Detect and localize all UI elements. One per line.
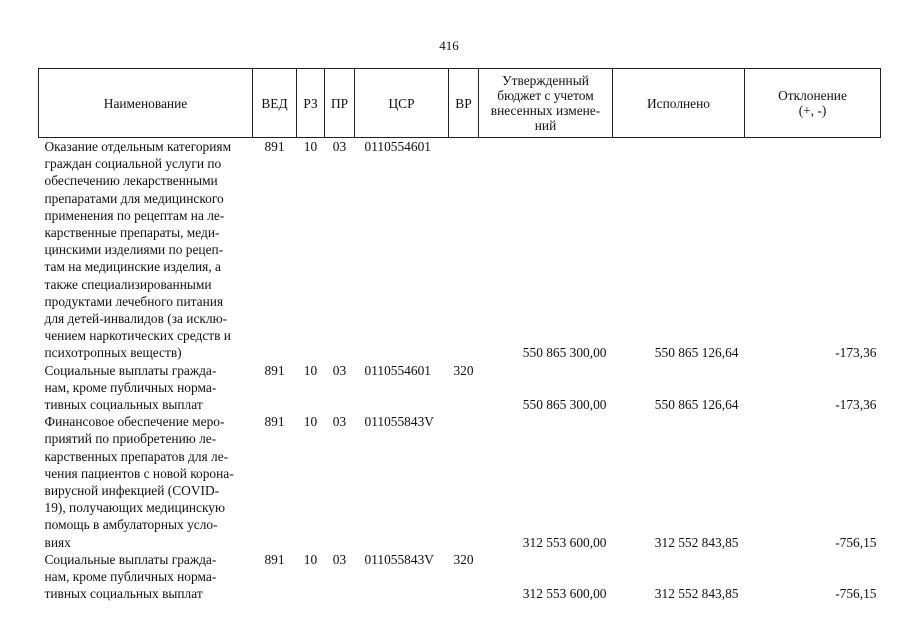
name-line: продуктами лечебного питания — [44, 293, 224, 309]
name-line: карственные препараты, меди- — [44, 225, 220, 241]
row-ved: 891 — [264, 362, 285, 378]
row-name — [39, 551, 253, 603]
approved-line: ний — [534, 118, 557, 133]
name-line: виях — [44, 534, 71, 550]
row-name — [39, 413, 253, 551]
approved-line: Утвержденный — [502, 73, 589, 88]
col-header-csr: ЦСР — [355, 69, 449, 138]
name-line: тивных социальных выплат — [44, 397, 203, 413]
row-rz: 10 — [303, 362, 318, 378]
name-line: нам, кроме публичных норма- — [44, 569, 217, 585]
name-line: цинскими изделиями по рецеп- — [44, 242, 224, 258]
name-line: граждан социальной услуги по — [44, 156, 222, 172]
col-header-rz: РЗ — [297, 69, 325, 138]
row-deviation: -173,36 — [835, 397, 877, 413]
col-header-ved: ВЕД — [253, 69, 297, 138]
name-line: тивных социальных выплат — [44, 586, 203, 602]
deviation-line: Отклонение — [778, 88, 847, 103]
name-line: обеспечению лекарственными — [44, 173, 218, 189]
deviation-line: (+, -) — [798, 103, 827, 118]
name-line: там на медицинские изделия, а — [44, 259, 221, 275]
name-line: Социальные выплаты гражда- — [44, 551, 217, 567]
row-rz: 10 — [303, 139, 318, 154]
table-row — [39, 138, 881, 362]
row-ved: 891 — [264, 414, 285, 430]
row-deviation: -756,15 — [835, 586, 877, 602]
name-line: карственных препаратов для ле- — [44, 448, 229, 464]
name-line: нам, кроме публичных норма- — [44, 379, 217, 395]
row-pr: 03 — [332, 414, 347, 430]
name-line: приятий по приобретению ле- — [44, 431, 217, 447]
approved-line: бюджет с учетом — [497, 88, 594, 103]
row-executed: 312 552 843,85 — [654, 586, 739, 602]
row-pr: 03 — [332, 551, 347, 567]
col-header-vr: ВР — [449, 69, 479, 138]
name-line: чения пациентов с новой корона- — [44, 465, 234, 481]
row-csr: 0110554601 — [364, 362, 431, 378]
name-line: вирусной инфекцией (COVID- — [44, 483, 220, 499]
name-line: применения по рецептам на ле- — [44, 207, 225, 223]
row-name — [39, 362, 253, 414]
row-approved: 550 865 300,00 — [522, 345, 607, 361]
row-executed: 550 865 126,64 — [654, 345, 739, 361]
name-line: психотропных веществ) — [44, 345, 182, 361]
table-header-row — [39, 69, 881, 138]
name-line: Социальные выплаты гражда- — [44, 362, 217, 378]
col-header-approved — [479, 69, 613, 138]
name-line: чением наркотических средств и — [44, 328, 231, 344]
row-vr: 320 — [453, 362, 474, 378]
row-vr: 320 — [453, 551, 474, 567]
row-ved: 891 — [264, 551, 285, 567]
col-header-pr: ПР — [325, 69, 355, 138]
row-pr: 03 — [332, 362, 347, 378]
name-line: 19), получающих медицинскую — [44, 500, 225, 516]
row-vr — [449, 413, 479, 551]
name-line: также специализированными — [44, 276, 212, 292]
name-line: для детей-инвалидов (за исклю- — [44, 311, 228, 327]
row-pr: 03 — [332, 139, 347, 154]
row-approved: 312 553 600,00 — [522, 586, 607, 602]
name-line: помощь в амбулаторных усло- — [44, 517, 218, 533]
name-line: Оказание отдельным категориям — [44, 139, 232, 154]
row-executed: 550 865 126,64 — [654, 397, 739, 413]
row-executed: 312 552 843,85 — [654, 534, 739, 550]
name-line: препаратами для медицинского — [44, 190, 224, 206]
table-row — [39, 362, 881, 414]
table-row — [39, 551, 881, 603]
row-name — [39, 138, 253, 362]
row-csr: 0110554601 — [364, 139, 431, 154]
col-header-executed: Исполнено — [613, 69, 745, 138]
row-csr: 011055843V — [364, 551, 434, 567]
row-vr — [449, 138, 479, 362]
page-number: 416 — [439, 38, 459, 53]
approved-line: внесенных измене- — [490, 103, 601, 118]
row-ved: 891 — [264, 139, 285, 154]
row-csr: 011055843V — [364, 414, 434, 430]
table-row — [39, 413, 881, 551]
name-line: Финансовое обеспечение меро- — [44, 414, 225, 430]
budget-table — [38, 68, 881, 602]
row-approved: 312 553 600,00 — [522, 534, 607, 550]
col-header-name: Наименование — [39, 69, 253, 138]
col-header-deviation — [745, 69, 881, 138]
row-rz: 10 — [303, 551, 318, 567]
row-deviation: -173,36 — [835, 345, 877, 361]
row-deviation: -756,15 — [835, 534, 877, 550]
row-approved: 550 865 300,00 — [522, 397, 607, 413]
row-rz: 10 — [303, 414, 318, 430]
